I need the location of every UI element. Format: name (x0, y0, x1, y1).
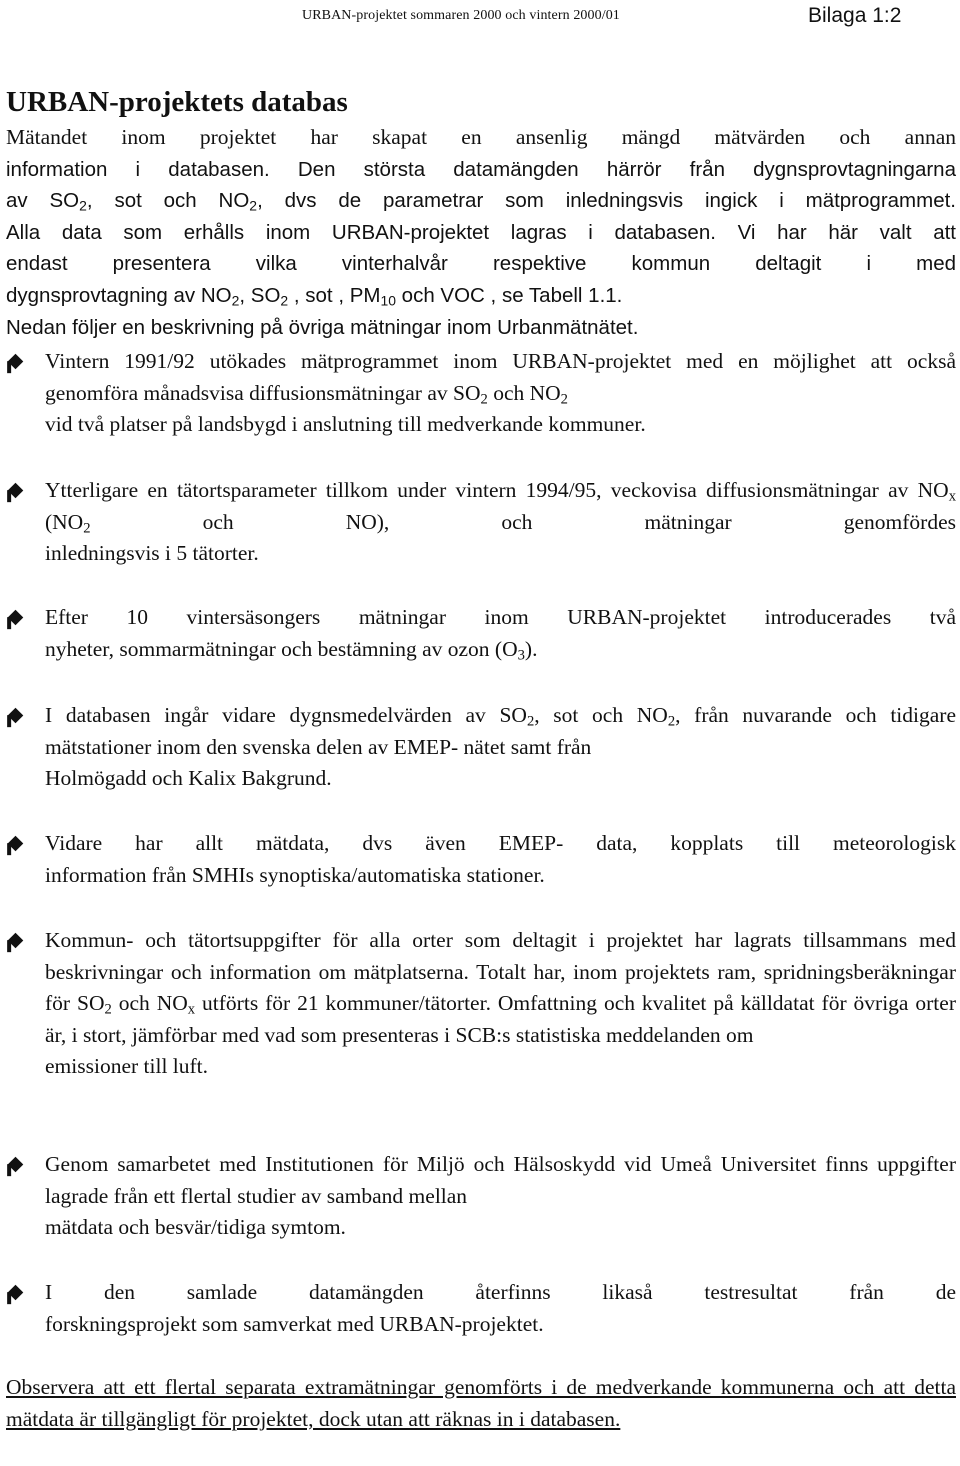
list-item (6, 1149, 956, 1244)
list-item-text: Kommun- och tätortsuppgifter för alla orter som deltagit i projektet har lagrats tillsammans med beskrivningar och information om mätplatserna. Totalt har, inom projektets ram, spridningsberäkningar för $SO_2$ och $NO_x$ utförts för 21 kommuner/tätorter. Omfattning och kvalitet på källdatat för övriga orter är, i stort, jämförbar med vad som presenteras i SCB:s statistiska meddelanden om (45, 928, 956, 1047)
intro-line: av $SO_2$, sot och $NO_2$, dvs de parametrar som inledningsvis ingick i mätprogrammet. (6, 189, 956, 214)
intro-line: Mätandet inom projektet har skapat en ansenlig mängd mätvärden och annan (6, 125, 956, 149)
list-item-text: Genom samarbetet med Institutionen för Miljö och Hälsoskydd vid Umeå Universitet finns uppgifter lagrade från ett flertal studier av samband mellan (45, 1152, 956, 1208)
header-document-title: URBAN-projektet sommaren 2000 och vintern 2000/01 (302, 8, 620, 23)
list-item-text: Ytterligare en tätortsparameter tillkom under vintern 1994/95, veckovisa diffusionsmätningar av $NO_x$ ($NO_2$ och NO), och mätningar genomfördes (45, 478, 956, 537)
list-item-text: emissioner till luft. (45, 1054, 209, 1079)
list-item-text: Vidare har allt mätdata, dvs även EMEP- data, kopplats till meteorologisk (45, 831, 956, 855)
list-item (6, 1277, 956, 1340)
diamond-bullet-icon (8, 836, 24, 852)
section-title: URBAN-projektets databas (6, 86, 348, 118)
diamond-bullet-icon (8, 354, 24, 370)
diamond-bullet-icon (8, 708, 24, 724)
header-appendix-label: Bilaga 1:2 (808, 4, 902, 27)
list-item (6, 475, 956, 570)
list-item-text: Holmögadd och Kalix Bakgrund. (45, 766, 332, 791)
list-item-text: nyheter, sommarmätningar och bestämning av ozon $(O_3)$. (45, 636, 538, 664)
intro-line: information i databasen. Den största datamängden härrör från dygnsprovtagningarna (6, 157, 956, 181)
list-item-text: I databasen ingår vidare dygnsmedelvärden av $SO_2$, sot och $NO_2$, från nuvarande och tidigare mätstationer inom den svenska delen av EMEP- nätet samt från (45, 703, 956, 759)
list-item (6, 700, 956, 795)
diamond-bullet-icon (8, 610, 24, 626)
diamond-bullet-icon (8, 1157, 24, 1173)
list-item-text: mätdata och besvär/tidiga symtom. (45, 1215, 346, 1240)
list-item-text: Efter 10 vintersäsongers mätningar inom URBAN-projektet introducerades två (45, 605, 956, 629)
intro-paragraph (6, 122, 956, 343)
list-item-text: vid två platser på landsbygd i anslutning till medverkande kommuner. (45, 412, 646, 437)
intro-line: endast presentera vilka vinterhalvår respektive kommun deltagit i med (6, 252, 956, 276)
list-item (6, 602, 956, 665)
list-item-text: inledningsvis i 5 tätorter. (45, 541, 259, 566)
page-header (0, 0, 960, 50)
list-item-text: Vintern 1991/92 utökades mätprogrammet inom URBAN-projektet med en möjlighet att också genomföra månadsvisa diffusionsmätningar av $SO_2$ och $NO_2$ (45, 349, 956, 408)
list-item (6, 828, 956, 891)
diamond-bullet-icon (8, 1285, 24, 1301)
intro-line: Alla data som erhålls inom URBAN-projektet lagras i databasen. Vi har här valt att (6, 220, 956, 244)
list-item (6, 925, 956, 1083)
list-item-text: information från SMHIs synoptiska/automatiska stationer. (45, 862, 545, 887)
list-item-text: forskningsprojekt som samverkat med URBAN-projektet. (45, 1311, 544, 1336)
observation-note: Observera att ett flertal separata extramätningar genomförts i de medverkande kommunerna och att detta mätdata är tillgängligt för projektet, dock utan att räknas in i databasen. (6, 1375, 956, 1431)
diamond-bullet-icon (8, 933, 24, 949)
diamond-bullet-icon (8, 483, 24, 499)
list-item-text: I den samlade datamängden återfinns likaså testresultat från de (45, 1280, 956, 1304)
intro-line: Nedan följer en beskrivning på övriga mätningar inom Urbanmätnätet. (6, 315, 639, 339)
list-item (6, 346, 956, 441)
intro-line: dygnsprovtagning av $NO_2$, $SO_2$ , sot , $PM_{10}$ och VOC , se Tabell 1.1. (6, 283, 623, 309)
